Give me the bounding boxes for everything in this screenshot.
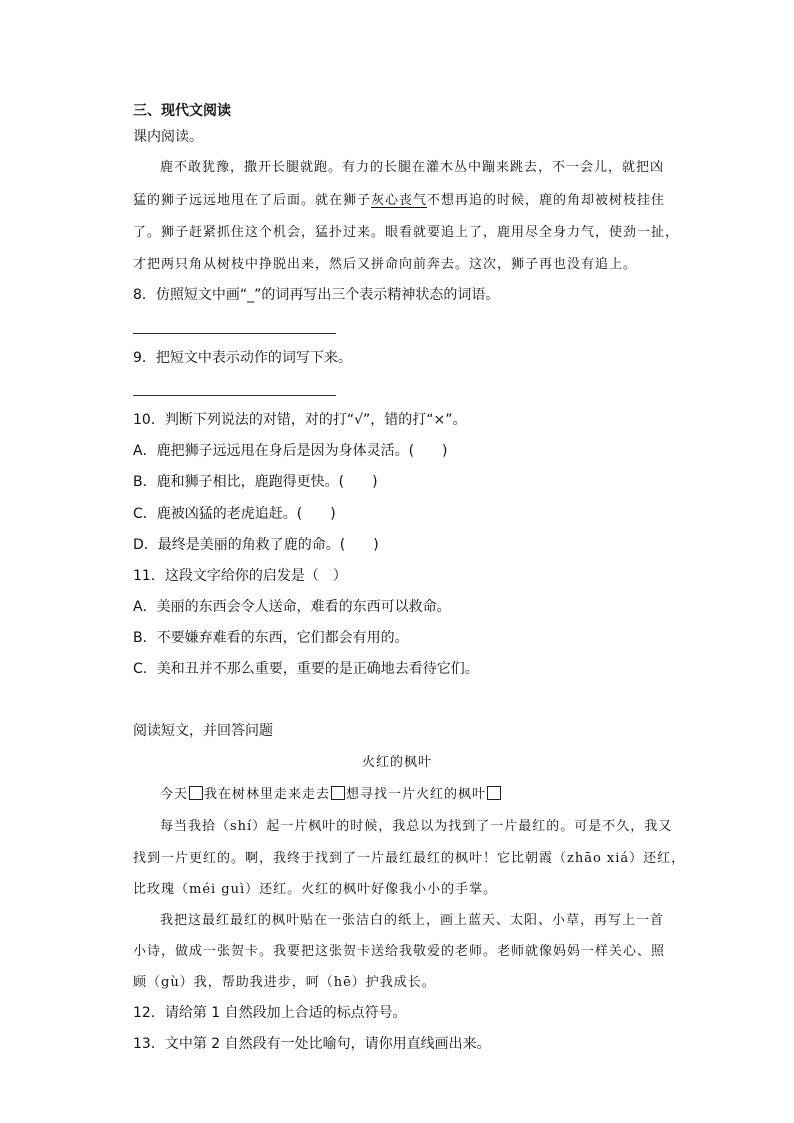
question-11: 11．这段文字给你的启发是（ ） — [133, 568, 347, 584]
question-10: 10．判断下列说法的对错，对的打“√”，错的打“×”。 — [133, 412, 467, 428]
reading-intro: 课内阅读。 — [133, 129, 203, 145]
question-11-option-a: A．美丽的东西会令人送命，难看的东西可以救命。 — [133, 599, 451, 615]
section-heading: 三、现代文阅读 — [133, 103, 231, 119]
question-11-option-c: C．美和丑并不那么重要，重要的是正确地去看待它们。 — [133, 661, 479, 677]
question-10-option-a: A．鹿把狮子远远甩在身后是因为身体灵活。( ) — [133, 443, 448, 459]
answer-line-q8[interactable] — [133, 333, 336, 334]
question-9: 9．把短文中表示动作的词写下来。 — [133, 350, 352, 366]
paragraph-2-line: 找到一片更红的。啊，我终于找到了一片最红最红的枫叶！它比朝霞（zhāo xiá）还红， — [133, 851, 686, 866]
underlined-phrase: 灰心丧气 — [371, 193, 428, 208]
paragraph-1: 今天 我在树林里走来走去 想寻找一片火红的枫叶 — [160, 785, 502, 805]
punctuation-box[interactable] — [487, 786, 501, 800]
paragraph-2-line: 每当我拾（shí）起一片枫叶的时候，我总以为找到了一片最红的。可是不久，我又 — [160, 819, 673, 834]
punctuation-box[interactable] — [331, 786, 345, 800]
paragraph-3-line: 顾（gù）我，帮助我进步，呵（hē）护我成长。 — [133, 975, 436, 990]
question-8: 8．仿照短文中画“_”的词再写出三个表示精神状态的词语。 — [133, 287, 500, 303]
question-11-option-b: B．不要嫌弃难看的东西，它们都会有用的。 — [133, 630, 409, 646]
question-10-option-b: B．鹿和狮子相比，鹿跑得更快。( ) — [133, 474, 378, 490]
paragraph-2-line: 比玫瑰（méi guì）还红。火红的枫叶好像我小小的手掌。 — [133, 882, 498, 897]
passage-title: 火红的枫叶 — [362, 755, 433, 770]
passage-line: 了。狮子赶紧抓住这个机会，猛扑过来。眼看就要追上了，鹿用尽全身力气，使劲一扯， — [133, 225, 680, 240]
passage-line: 才把两只角从树枝中挣脱出来，然后又拼命向前奔去。这次，狮子再也没有追上。 — [133, 257, 638, 272]
question-10-option-d: D．最终是美丽的角救了鹿的命。( ) — [133, 537, 379, 553]
question-12: 12．请给第 1 自然段加上合适的标点符号。 — [133, 1005, 407, 1021]
passage-line: 鹿不敢犹豫，撒开长腿就跑。有力的长腿在灌木丛中蹦来跳去，不一会儿，就把凶 — [160, 160, 665, 175]
answer-line-q9[interactable] — [133, 395, 336, 396]
question-10-option-c: C．鹿被凶猛的老虎追赶。( ) — [133, 506, 336, 522]
question-13: 13．文中第 2 自然段有一处比喻句，请你用直线画出来。 — [133, 1036, 491, 1052]
paragraph-3-line: 我把这最红最红的枫叶贴在一张洁白的纸上，画上蓝天、太阳、小草，再写上一首 — [160, 913, 665, 928]
paragraph-3-line: 小诗，做成一张贺卡。我要把这张贺卡送给我敬爱的老师。老师就像妈妈一样关心、照 — [133, 944, 666, 959]
punctuation-box[interactable] — [189, 786, 203, 800]
passage-line: 猛的狮子远远地甩在了后面。就在狮子灰心丧气不想再追的时候，鹿的角却被树枝挂住 — [133, 193, 666, 208]
reading-intro-2: 阅读短文，并回答问题 — [133, 723, 273, 739]
